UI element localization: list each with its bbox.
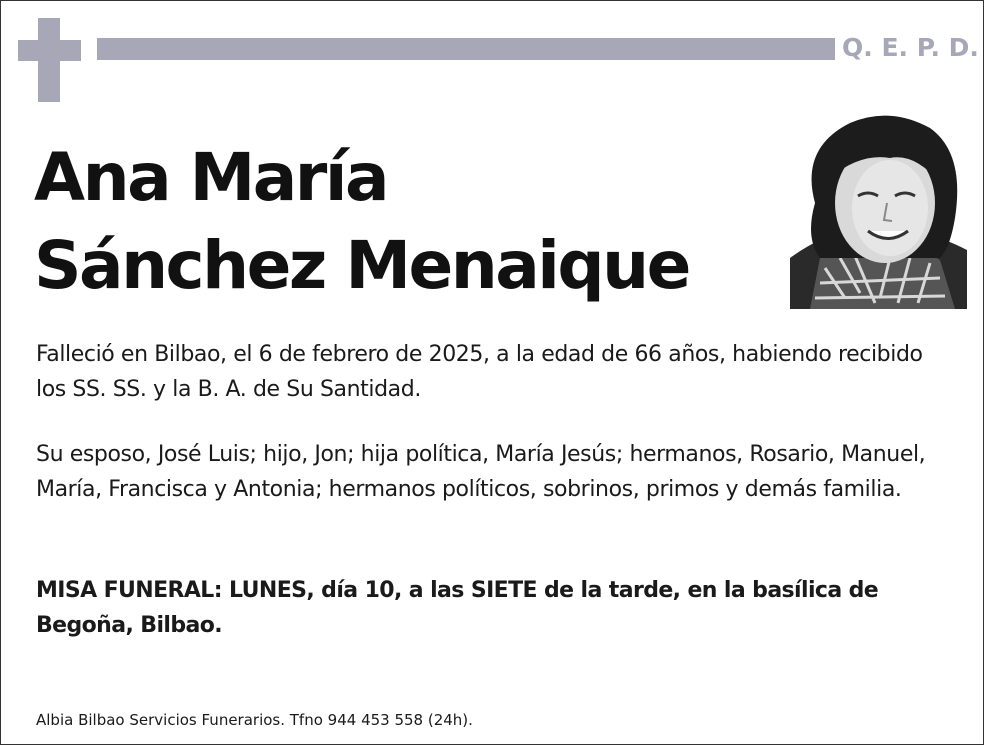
name-line-1: Ana María: [34, 139, 388, 216]
portrait-photo: [790, 108, 967, 309]
funeral-mass-paragraph: MISA FUNERAL: LUNES, día 10, a las SIETE de la tarde, en la basílica de Begoña, Bilbao.: [36, 578, 879, 638]
name-line-2: Sánchez Menaique: [34, 227, 689, 304]
header-rule: [97, 38, 835, 60]
qepd-label: Q. E. P. D.: [842, 33, 979, 62]
family-paragraph: Su esposo, José Luis; hijo, Jon; hija política, María Jesús; hermanos, Rosario, Manuel, María, Francisca y Antonia; hermanos políticos, sobrinos, primos y demás familia.: [36, 442, 926, 502]
deceased-name: [34, 134, 689, 310]
death-notice-paragraph: Falleció en Bilbao, el 6 de febrero de 2025, a la edad de 66 años, habiendo recibido los SS. SS. y la B. A. de Su Santidad.: [36, 342, 923, 402]
funeral-home-footer: Albia Bilbao Servicios Funerarios. Tfno 944 453 558 (24h).: [36, 711, 473, 729]
